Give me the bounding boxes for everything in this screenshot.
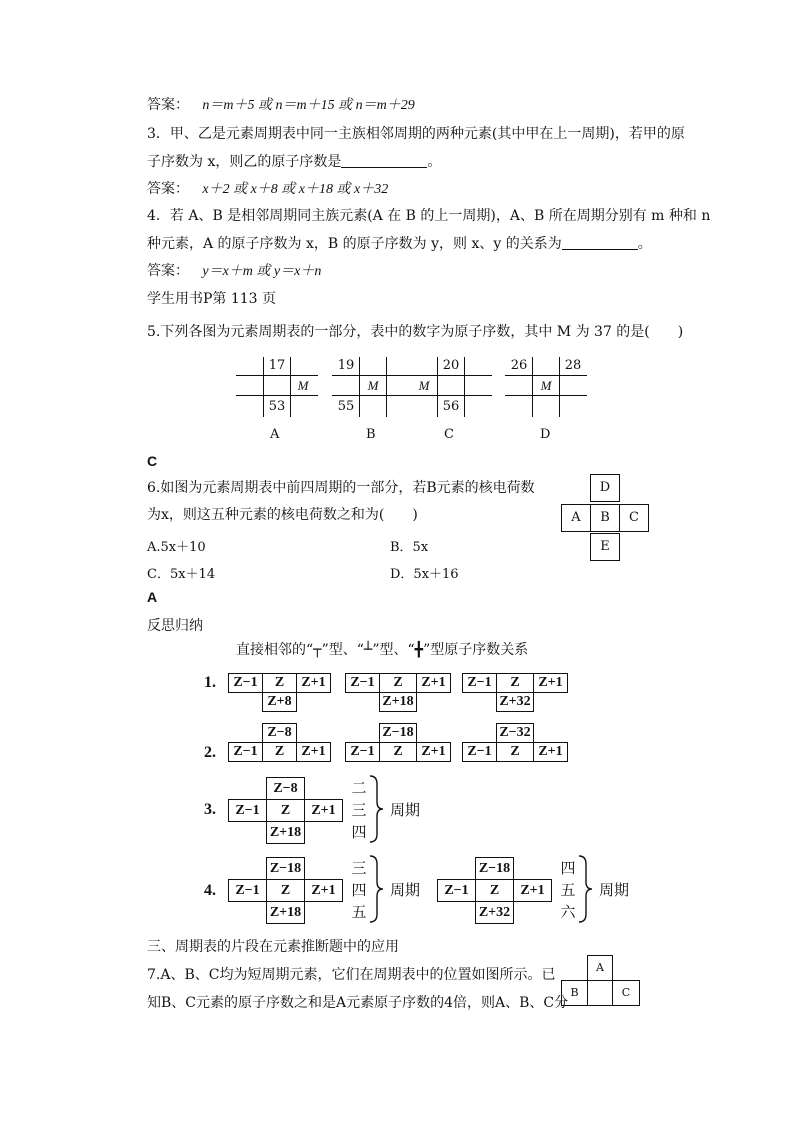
q5-grid-a	[236, 357, 318, 417]
q3-answer: x＋2 或 x＋8 或 x＋18 或 x＋32	[202, 182, 389, 197]
q6-option-a: A.5x＋10	[147, 540, 206, 555]
q6-cell-left: A	[561, 504, 591, 532]
q6-option-d: D．5x＋16	[390, 567, 459, 582]
cell-center: Z	[266, 879, 305, 902]
q5-d-top: 26	[510, 358, 528, 373]
q3-line2	[147, 153, 441, 171]
period-label: 三	[351, 859, 367, 877]
q5-grid-d	[505, 357, 587, 417]
q7-line1: 7.A、B、C均为短周期元素，它们在周期表中的位置如图所示。已	[147, 967, 556, 983]
cell-left: Z−1	[228, 742, 263, 762]
q7-cell-middle	[587, 980, 613, 1006]
q6-cell-bottom: E	[590, 533, 620, 561]
q5-c-mid: M	[418, 378, 430, 393]
period-label: 三	[351, 801, 367, 819]
q5-grid-c	[410, 357, 492, 417]
cell-right: Z+1	[296, 742, 331, 762]
q7-cell-top: A	[587, 955, 613, 981]
q2-answer-line	[147, 96, 415, 115]
q5-b-bottom: 55	[337, 399, 355, 414]
q2-answer: n＝m＋5 或 n＝m＋15 或 n＝m＋29	[202, 98, 415, 113]
period-label: 四	[560, 859, 576, 877]
q3-blank	[341, 153, 427, 168]
period-label: 五	[560, 881, 576, 899]
summary-num-1: 1.	[204, 674, 216, 691]
q6-option-c: C．5x＋14	[147, 567, 216, 582]
reflect-title: 反思归纳	[147, 618, 203, 634]
period-label: 六	[560, 903, 576, 921]
q3-line1: 3．甲、乙是元素周期表中同一主族相邻周期的两种元素(其中甲在上一周期)，若甲的原	[147, 126, 685, 142]
answer-label: 答案：	[147, 263, 189, 279]
cell-right: Z+1	[296, 673, 331, 693]
q3-end: 。	[427, 154, 442, 170]
cell-bottom: Z+32	[475, 901, 514, 924]
cell-right: Z+1	[416, 742, 451, 762]
cell-left: Z−1	[228, 673, 263, 693]
cell-center: Z	[496, 742, 534, 762]
q4-line2	[147, 235, 652, 253]
q5-c-top: 20	[442, 358, 460, 373]
cell-top: Z−8	[266, 777, 305, 800]
cell-right: Z+1	[416, 673, 451, 693]
cell-right: Z+1	[304, 799, 343, 822]
cell-center: Z	[475, 879, 514, 902]
cell-bottom: Z+18	[266, 901, 305, 924]
cell-center: Z	[266, 799, 305, 822]
q5-answer: C	[147, 453, 158, 469]
cell-left: Z−1	[462, 742, 497, 762]
q5-label-d: D	[540, 427, 551, 442]
cell-top: Z−8	[262, 723, 297, 743]
cell-left: Z−1	[228, 879, 267, 902]
cell-right: Z+1	[533, 742, 568, 762]
q5-label-b: B	[366, 427, 376, 442]
brace-icon	[368, 854, 384, 928]
q5-c-bottom: 56	[442, 399, 460, 414]
q6-cell-center: B	[590, 504, 620, 532]
cell-center: Z	[262, 742, 297, 762]
cell-center: Z	[496, 673, 534, 693]
q4-line1: 4．若 A、B 是相邻周期同主族元素(A 在 B 的上一周期)，A、B 所在周期分别有 m 种和 n	[147, 208, 711, 224]
cell-right: Z+1	[513, 879, 552, 902]
brace-icon	[368, 774, 384, 848]
q4-end: 。	[637, 236, 652, 252]
q4-answer: y＝x＋m 或 y＝x＋n	[202, 264, 322, 279]
q5-label-a: A	[270, 427, 280, 442]
cell-right: Z+1	[304, 879, 343, 902]
q6-cell-right: C	[619, 504, 649, 532]
period-label: 四	[351, 823, 367, 841]
cell-left: Z−1	[437, 879, 476, 902]
cell-left: Z−1	[228, 799, 267, 822]
q4-blank	[562, 235, 638, 250]
brace-icon	[577, 854, 593, 928]
cell-left: Z−1	[462, 673, 497, 693]
summary-num-3: 3.	[204, 801, 216, 818]
summary-num-2: 2.	[204, 744, 216, 761]
q6-line2: 为x，则这五种元素的核电荷数之和为( )	[147, 507, 418, 523]
q6-cell-top: D	[590, 474, 620, 502]
cell-bottom: Z+18	[379, 692, 417, 712]
period-word: 周期	[389, 881, 420, 899]
q5-d-mid: M	[540, 378, 552, 393]
q5-label-c: C	[444, 427, 454, 442]
q5-a-mid: M	[297, 378, 309, 393]
q5-a-bottom: 53	[268, 399, 286, 414]
q4-answer-line	[147, 262, 321, 281]
q4-line2-text: 种元素，A 的原子序数为 x，B 的原子序数为 y，则 x、y 的关系为	[147, 236, 562, 252]
period-label: 五	[351, 903, 367, 921]
answer-label: 答案：	[147, 97, 189, 113]
cell-center: Z	[262, 673, 297, 693]
cell-top: Z−18	[266, 857, 305, 880]
cell-top: Z−18	[379, 723, 417, 743]
cell-left: Z−1	[345, 673, 380, 693]
period-label: 四	[351, 881, 367, 899]
q6-option-b: B．5x	[390, 540, 429, 555]
cell-center: Z	[379, 673, 417, 693]
cell-left: Z−1	[345, 742, 380, 762]
answer-label: 答案：	[147, 181, 189, 197]
student-book-ref: 学生用书P第 113 页	[147, 291, 277, 307]
q7-cell-right: C	[612, 980, 640, 1006]
cell-bottom: Z+8	[262, 692, 297, 712]
cell-right: Z+1	[533, 673, 568, 693]
period-word: 周期	[389, 801, 420, 819]
period-label: 二	[351, 779, 367, 797]
q7-cell-left: B	[561, 980, 588, 1006]
summary-title: 直接相邻的“┬”型、“┴”型、“╋”型原子序数关系	[236, 642, 529, 658]
q5-a-top: 17	[268, 358, 286, 373]
q5-b-mid: M	[367, 378, 379, 393]
period-word: 周期	[598, 881, 629, 899]
q5-grid-b	[332, 357, 414, 417]
q6-answer: A	[147, 589, 158, 605]
section-3-heading: 三、周期表的片段在元素推断题中的应用	[147, 939, 399, 955]
q3-answer-line	[147, 180, 388, 199]
q3-line2-text: 子序数为 x，则乙的原子序数是	[147, 154, 342, 170]
q7-line2: 知B、C元素的原子序数之和是A元素原子序数的4倍，则A、B、C分	[147, 995, 569, 1011]
cell-bottom: Z+32	[496, 692, 534, 712]
q5-stem: 5.下列各图为元素周期表的一部分，表中的数字为原子序数，其中 M 为 37 的是( )	[147, 324, 684, 340]
q6-line1: 6.如图为元素周期表中前四周期的一部分，若B元素的核电荷数	[147, 480, 535, 496]
cell-center: Z	[379, 742, 417, 762]
cell-top: Z−18	[475, 857, 514, 880]
q5-d-top2: 28	[564, 358, 582, 373]
q5-b-top: 19	[337, 358, 355, 373]
cell-bottom: Z+18	[266, 821, 305, 844]
cell-top: Z−32	[496, 723, 534, 743]
summary-num-4: 4.	[204, 882, 216, 899]
